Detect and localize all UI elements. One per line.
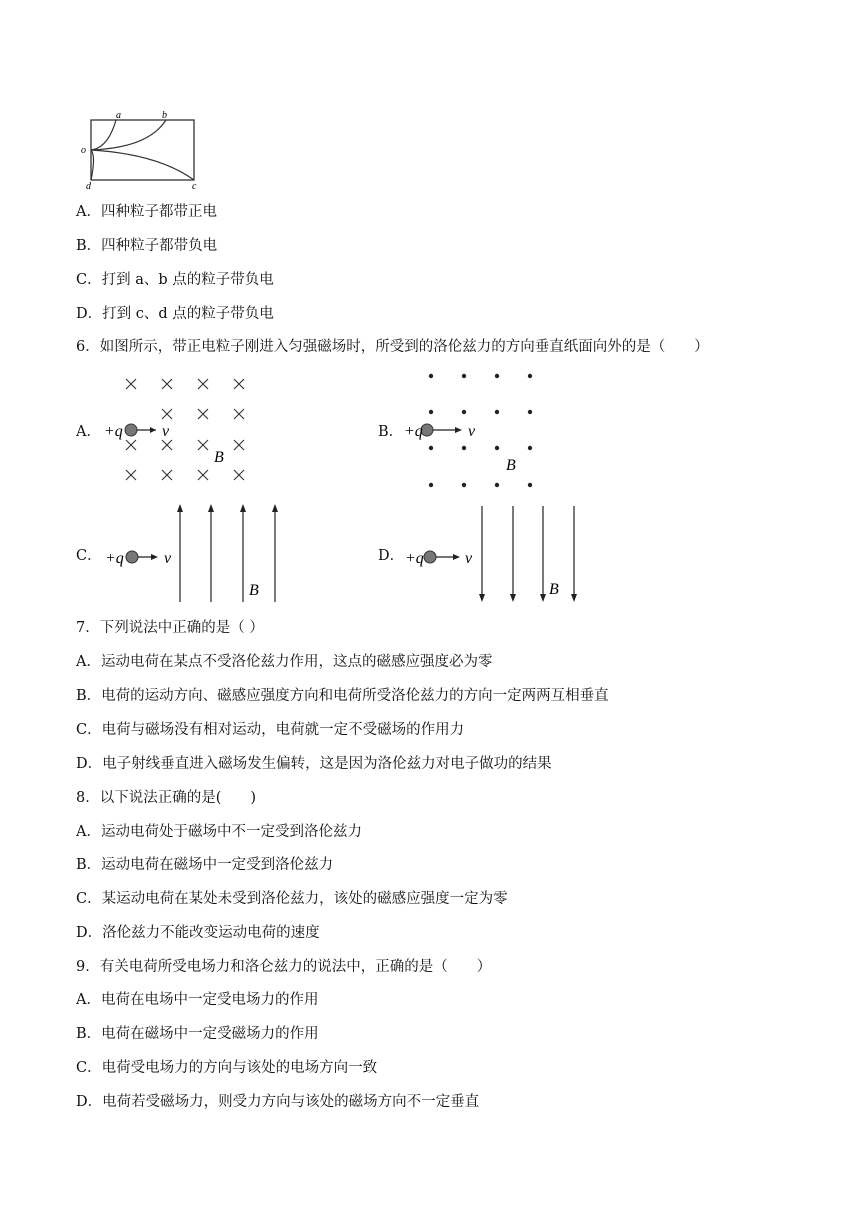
q5-option-a: A．四种粒子都带正电 [76,204,217,220]
cross-mark [198,409,208,419]
dot-mark [462,374,466,378]
q8-option-c: C．某运动电荷在某处未受到洛伦兹力，该处的磁感应强度一定为零 [76,891,508,907]
q6-label-b: B． [378,424,404,440]
cross-mark [234,409,244,419]
q6-label-c: C． [76,548,102,564]
charge-label: +q [104,423,123,440]
field-label: B [506,457,516,474]
dot-mark [528,410,532,414]
point-label-a: a [116,110,121,121]
q7-option-d: D．电子射线垂直进入磁场发生偏转，这是因为洛伦兹力对电子做功的结果 [76,756,552,772]
dot-mark [495,410,499,414]
charge-label: +q [405,550,424,567]
point-label-c: c [192,181,197,190]
cross-mark [162,440,172,450]
cross-mark [162,409,172,419]
velocity-label: v [465,550,473,567]
dot-mark [429,446,433,450]
q5-trajectory-figure [78,108,208,190]
cross-mark [162,379,172,389]
q6-figure-c [100,500,290,605]
q8-option-d: D．洛伦兹力不能改变运动电荷的速度 [76,925,320,941]
q7-option-c: C．电荷与磁场没有相对运动，电荷就一定不受磁场的作用力 [76,722,465,738]
q6-figure-b [402,368,562,493]
dot-mark [462,446,466,450]
velocity-label: v [162,423,170,440]
q6-figure-a [100,370,260,485]
cross-mark [126,440,136,450]
dot-mark [429,483,433,487]
velocity-label: v [164,550,172,567]
q8-stem: 8．以下说法正确的是( ) [76,790,257,806]
point-label-d: d [86,181,91,190]
q9-option-b: B．电荷在磁场中一定受磁场力的作用 [76,1026,319,1042]
charge-label: +q [404,423,423,440]
q9-stem: 9．有关电荷所受电场力和洛仑兹力的说法中，正确的是（ ） [76,959,492,975]
q6-label-d: D． [378,548,405,564]
q7-option-b: B．电荷的运动方向、磁感应强度方向和电荷所受洛伦兹力的方向一定两两互相垂直 [76,688,609,704]
cross-mark [162,470,172,480]
dot-mark [528,483,532,487]
dot-mark [528,374,532,378]
velocity-label: v [468,423,476,440]
q5-option-b: B．四种粒子都带负电 [76,238,218,254]
cross-mark [198,470,208,480]
cross-mark [126,470,136,480]
dot-mark [429,410,433,414]
cross-mark [234,440,244,450]
q5-option-c: C．打到 a、b 点的粒子带负电 [76,272,274,288]
field-label: B [214,449,224,466]
q7-stem: 7．下列说法中正确的是（ ） [76,620,264,636]
charge-label: +q [105,550,124,567]
dot-mark [495,374,499,378]
q6-label-a: A． [76,424,101,440]
q6-stem: 6．如图所示，带正电粒子刚进入匀强磁场时，所受到的洛伦兹力的方向垂直纸面向外的是（ ） [76,339,709,355]
cross-mark [198,440,208,450]
dot-mark [528,446,532,450]
dot-mark [462,483,466,487]
cross-mark [198,379,208,389]
point-label-b: b [162,110,167,121]
q7-option-a: A．运动电荷在某点不受洛伦兹力作用，这点的磁感应强度必为零 [76,654,493,670]
cross-mark [234,470,244,480]
field-label: B [549,581,559,598]
q5-option-d: D．打到 c、d 点的粒子带负电 [76,306,274,322]
dot-mark [429,374,433,378]
cross-mark [234,379,244,389]
q9-option-d: D．电荷若受磁场力，则受力方向与该处的磁场方向不一定垂直 [76,1094,480,1110]
cross-mark [126,379,136,389]
dot-mark [495,483,499,487]
q8-option-b: B．运动电荷在磁场中一定受到洛伦兹力 [76,857,334,873]
q9-option-a: A．电荷在电场中一定受电场力的作用 [76,992,319,1008]
q9-option-c: C．电荷受电场力的方向与该处的电场方向一致 [76,1060,378,1076]
point-label-o: o [81,145,86,156]
q8-option-a: A．运动电荷处于磁场中不一定受到洛伦兹力 [76,824,362,840]
dot-mark [462,410,466,414]
dot-mark [495,446,499,450]
field-label: B [249,582,259,599]
q6-figure-d [402,500,592,605]
